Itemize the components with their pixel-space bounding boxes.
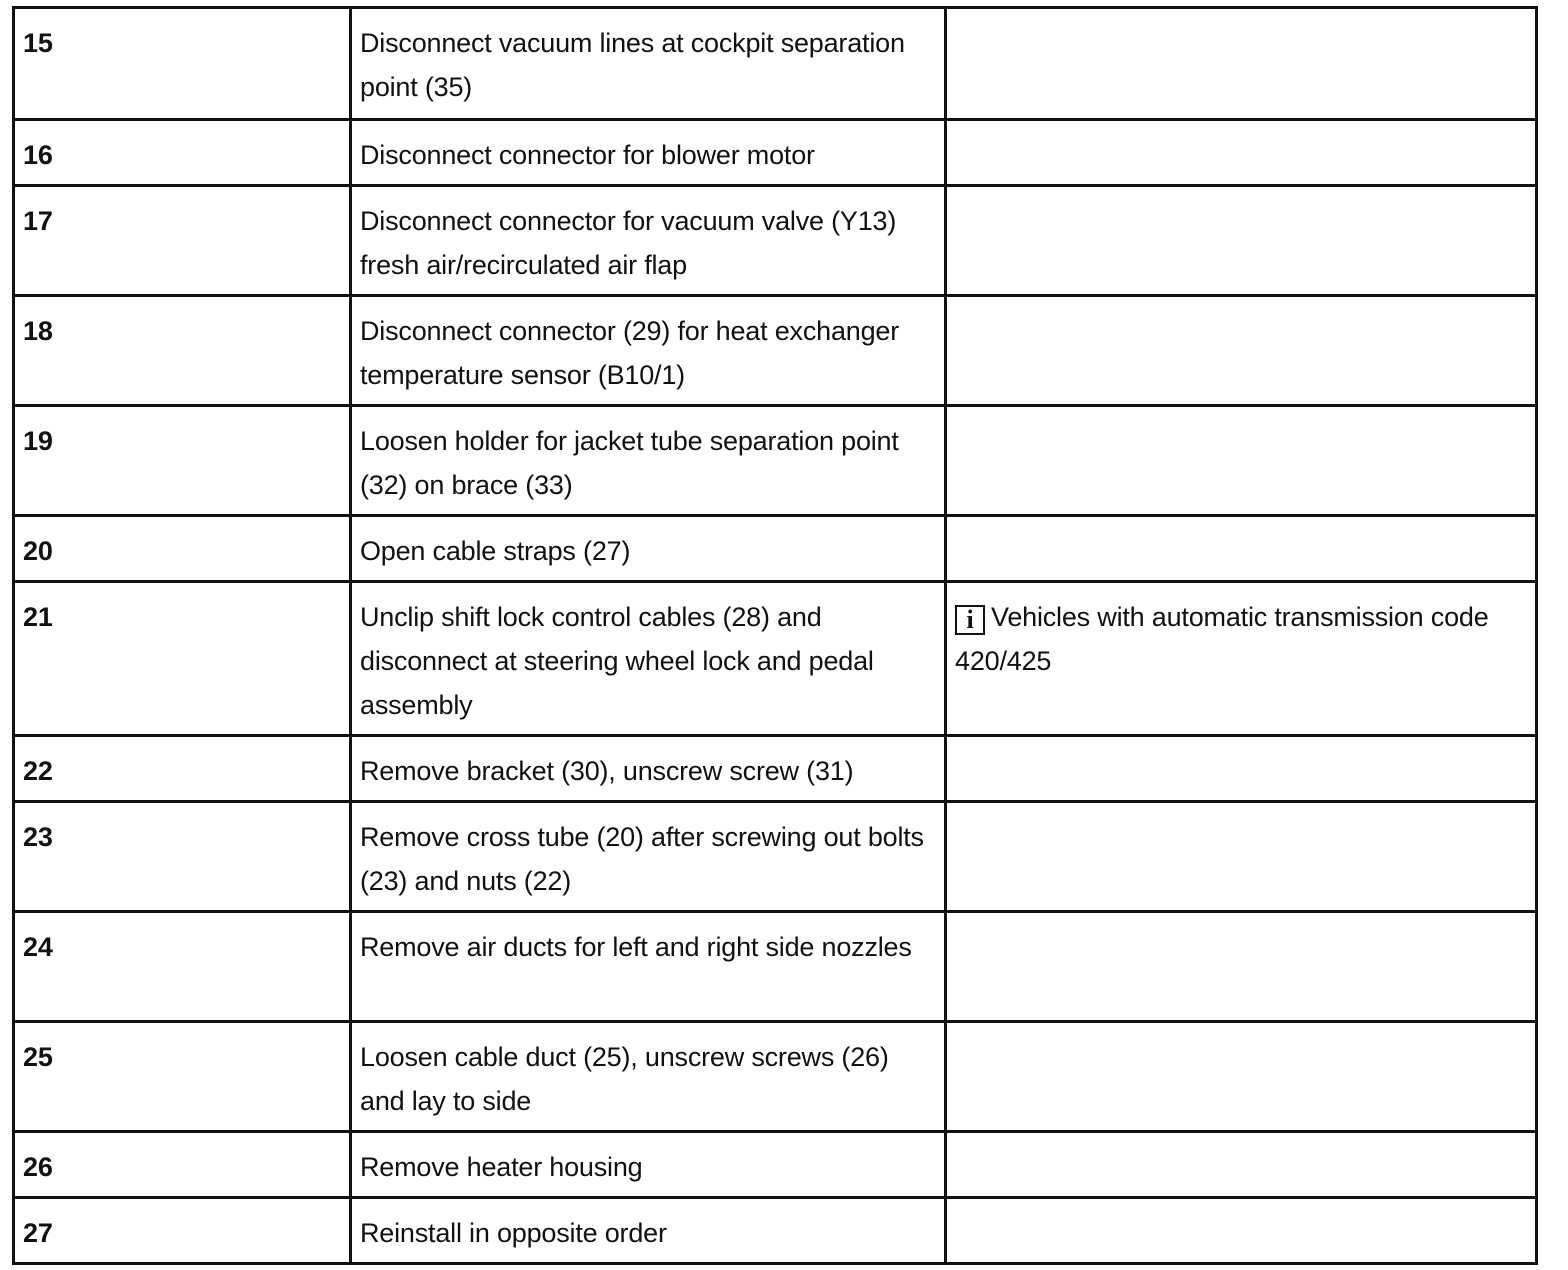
table-row [14, 582, 1537, 736]
step-instruction: Remove air ducts for left and right side nozzles [351, 912, 946, 1022]
step-instruction: Disconnect connector for blower motor [351, 120, 946, 186]
step-instruction: Loosen holder for jacket tube separation point (32) on brace (33) [351, 406, 946, 516]
step-number: 15 [14, 8, 351, 120]
step-note [946, 1132, 1537, 1198]
step-instruction: Remove cross tube (20) after screwing out bolts (23) and nuts (22) [351, 802, 946, 912]
step-number: 19 [14, 406, 351, 516]
procedure-table [12, 6, 1538, 1265]
step-instruction: Loosen cable duct (25), unscrew screws (26) and lay to side [351, 1022, 946, 1132]
step-number: 23 [14, 802, 351, 912]
table-row [14, 516, 1537, 582]
step-number: 18 [14, 296, 351, 406]
table-row [14, 186, 1537, 296]
table-row [14, 1132, 1537, 1198]
step-instruction: Disconnect vacuum lines at cockpit separation point (35) [351, 8, 946, 120]
table-row [14, 406, 1537, 516]
step-note [946, 296, 1537, 406]
step-note [946, 1198, 1537, 1264]
procedure-table-container [12, 6, 1538, 1256]
table-row [14, 8, 1537, 120]
step-note [946, 802, 1537, 912]
table-row [14, 296, 1537, 406]
step-instruction: Disconnect connector (29) for heat exchanger temperature sensor (B10/1) [351, 296, 946, 406]
step-note [946, 186, 1537, 296]
step-number: 27 [14, 1198, 351, 1264]
step-note [946, 582, 1537, 736]
step-note [946, 8, 1537, 120]
step-instruction: Remove bracket (30), unscrew screw (31) [351, 736, 946, 802]
step-number: 26 [14, 1132, 351, 1198]
step-instruction: Unclip shift lock control cables (28) and disconnect at steering wheel lock and pedal assembly [351, 582, 946, 736]
step-note-text: Vehicles with automatic transmission code 420/425 [955, 602, 1489, 676]
table-row [14, 802, 1537, 912]
step-number: 17 [14, 186, 351, 296]
step-number: 22 [14, 736, 351, 802]
table-row [14, 120, 1537, 186]
info-icon: i [955, 605, 985, 635]
step-instruction: Remove heater housing [351, 1132, 946, 1198]
step-instruction: Disconnect connector for vacuum valve (Y13) fresh air/recirculated air flap [351, 186, 946, 296]
step-number: 16 [14, 120, 351, 186]
step-note [946, 406, 1537, 516]
step-note [946, 912, 1537, 1022]
table-row [14, 1022, 1537, 1132]
step-instruction: Open cable straps (27) [351, 516, 946, 582]
step-note [946, 1022, 1537, 1132]
step-number: 20 [14, 516, 351, 582]
step-number: 25 [14, 1022, 351, 1132]
table-row [14, 736, 1537, 802]
step-number: 21 [14, 582, 351, 736]
step-instruction: Reinstall in opposite order [351, 1198, 946, 1264]
step-note [946, 516, 1537, 582]
step-number: 24 [14, 912, 351, 1022]
table-row [14, 1198, 1537, 1264]
step-note [946, 736, 1537, 802]
step-note [946, 120, 1537, 186]
table-row [14, 912, 1537, 1022]
